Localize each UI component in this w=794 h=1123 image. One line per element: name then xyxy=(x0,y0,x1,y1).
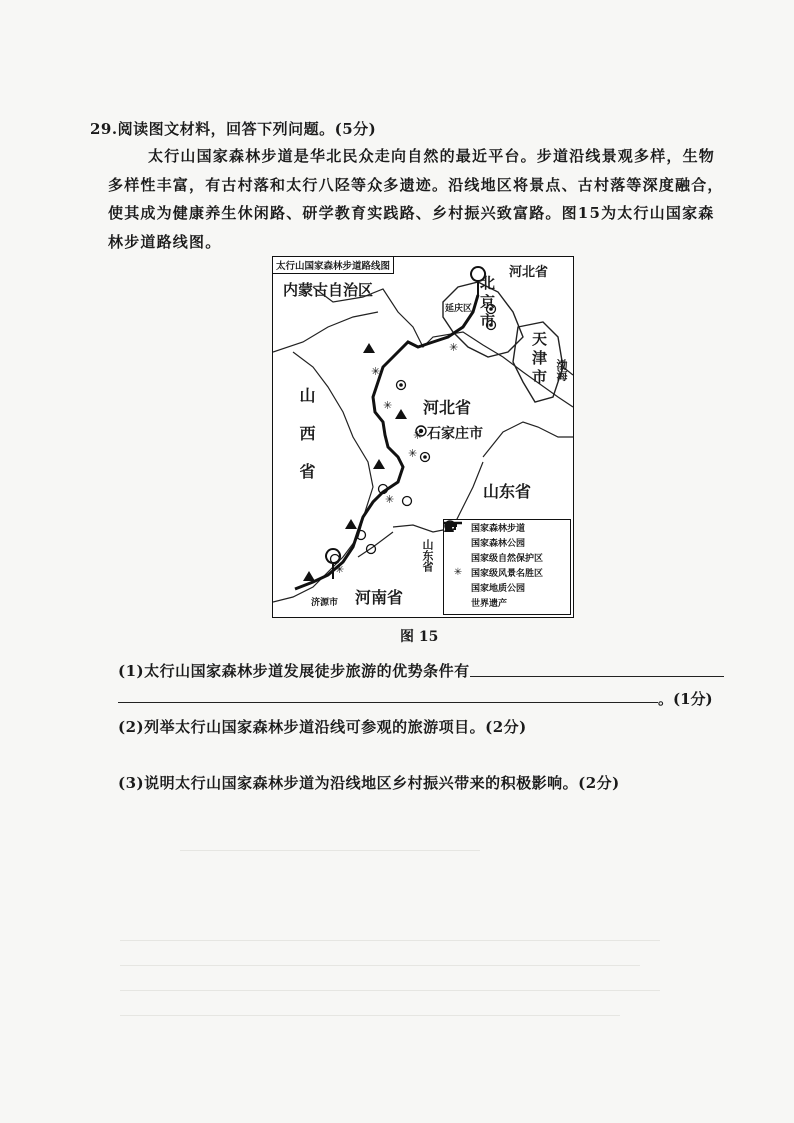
figure-caption: 图 15 xyxy=(400,629,439,645)
map-title: 太行山国家森林步道路线图 xyxy=(273,257,394,274)
hebei-shandong-boundary xyxy=(453,462,483,527)
legend-item xyxy=(444,550,570,565)
sub-question-1: (1)太行山国家森林步道发展徒步旅游的优势条件有 xyxy=(118,662,470,680)
svg-text:✳: ✳ xyxy=(371,365,381,378)
sub-question-2: (2)列举太行山国家森林步道沿线可参观的旅游项目。(2分) xyxy=(118,718,527,736)
bleed-line xyxy=(120,990,660,991)
bleed-line xyxy=(180,850,480,851)
answer-line-1b[interactable] xyxy=(118,702,658,703)
svg-text:✳: ✳ xyxy=(385,493,395,506)
svg-text:✳: ✳ xyxy=(413,429,423,442)
question-header: 29.阅读图文材料，回答下列问题。(5分) xyxy=(90,120,377,138)
shanxi-hebei-boundary xyxy=(273,352,373,602)
label-hebei-mid: 河北省 xyxy=(423,398,472,417)
legend-label: 国家级风景名胜区 xyxy=(471,569,544,579)
label-shandong-small: 山东省 xyxy=(421,539,434,572)
map-legend xyxy=(443,519,571,615)
svg-text:✳: ✳ xyxy=(335,563,345,576)
svg-text:✳: ✳ xyxy=(408,447,418,460)
bleed-line xyxy=(120,965,640,966)
answer-line-1a[interactable] xyxy=(470,676,724,677)
svg-text:✳: ✳ xyxy=(449,341,459,354)
label-shanxi: 山西省 xyxy=(297,387,316,501)
svg-text:✳: ✳ xyxy=(383,399,393,412)
legend-label: 国家森林公园 xyxy=(471,539,526,549)
bleed-line xyxy=(120,1015,620,1016)
label-henan: 河南省 xyxy=(355,588,404,607)
label-inner-mongolia: 内蒙古自治区 xyxy=(283,281,374,299)
label-bohai: 渤海 xyxy=(555,359,568,381)
henan-boundary xyxy=(358,532,393,557)
trail-map xyxy=(272,256,574,618)
legend-label: 国家地质公园 xyxy=(471,584,526,594)
label-beijing: 北京市 xyxy=(478,275,496,332)
label-shijiazhuang: 石家庄市 xyxy=(427,426,483,442)
legend-label: 国家级自然保护区 xyxy=(471,554,544,564)
label-tianjin: 天津市 xyxy=(530,331,548,388)
boundary-line xyxy=(273,312,378,352)
question-paragraph: 太行山国家森林步道是华北民众走向自然的最近平台。步道沿线景观多样，生物多样性丰富，有古村落和太行八陉等众多遗迹。沿线地区将景点、古村落等深度融合，使其成为健康养生休闲路、研学教育实践路、乡村振兴致富路。图15为太行山国家森林步道路线图。 xyxy=(108,147,724,251)
scenic-area-icon: ✳ xyxy=(453,567,463,578)
legend-item xyxy=(444,595,570,610)
label-shandong: 山东省 xyxy=(483,482,532,501)
bleed-through-area xyxy=(120,840,680,1040)
legend-label: 世界遗产 xyxy=(471,599,508,609)
label-yanqing: 延庆区 xyxy=(445,304,473,314)
label-hebei-top: 河北省 xyxy=(509,265,549,280)
sub-question-3: (3)说明太行山国家森林步道为沿线地区乡村振兴带来的积极影响。(2分) xyxy=(118,774,620,792)
bleed-line xyxy=(120,940,660,941)
sub-question-1-score: 。(1分) xyxy=(658,690,713,708)
henan-boundary xyxy=(393,525,448,532)
legend-item xyxy=(444,535,570,550)
label-jiyuan: 济源市 xyxy=(311,598,339,608)
legend-item xyxy=(444,565,570,580)
legend-item xyxy=(444,520,570,535)
legend-item xyxy=(444,580,570,595)
hebei-shandong-boundary xyxy=(483,422,573,457)
legend-label: 国家森林步道 xyxy=(471,524,526,534)
